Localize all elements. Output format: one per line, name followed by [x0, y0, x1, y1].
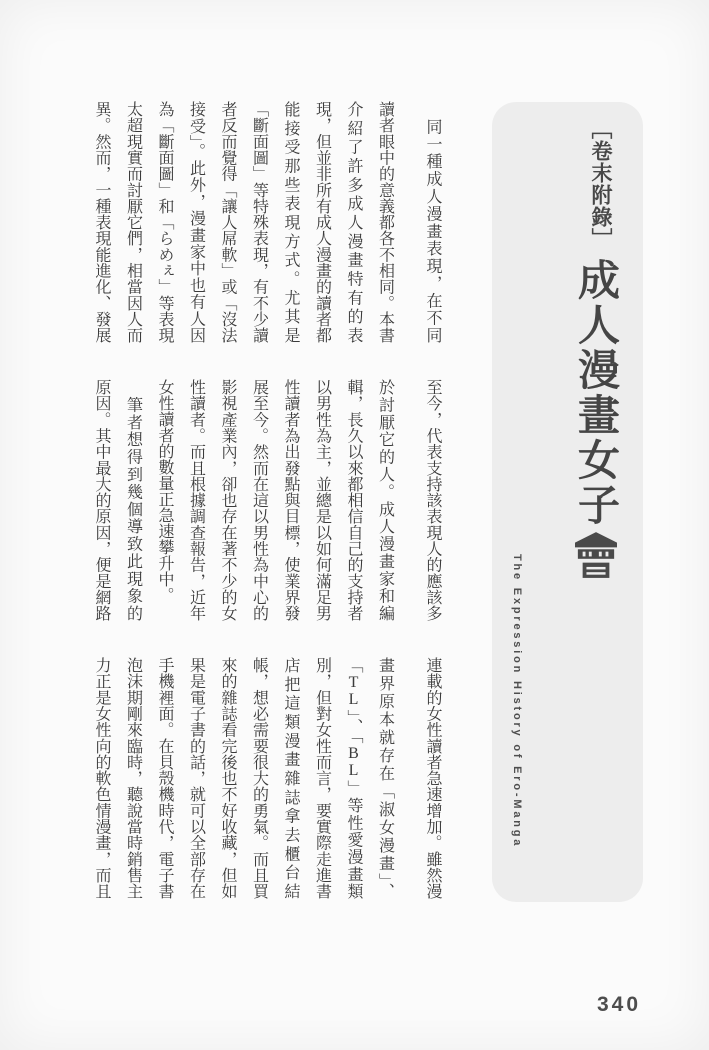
- text-column: 影視產業內，卻也存在著不少的女: [219, 379, 236, 621]
- text-column: 接受」。此外，漫畫家中也有人因: [187, 101, 205, 343]
- page-number: 340: [597, 993, 642, 1016]
- text-column: 手機裡面。在貝殼機時代，電子書: [156, 657, 173, 899]
- chapter-title-block: [492, 102, 643, 902]
- text-column: 介紹了許多成人漫畫特有的表: [345, 101, 362, 343]
- text-column: 異。然而，一種表現能進化、發展: [93, 101, 110, 343]
- text-column: 於討厭它的人。成人漫畫家和編: [376, 379, 394, 621]
- text-column: 讀者眼中的意義都各不相同。本書: [376, 101, 394, 343]
- text-column: 為「斷面圖」和「らめぇ」等表現: [156, 101, 173, 343]
- text-column: 能接受那些表現方式。尤其是: [282, 101, 299, 343]
- text-column: 者反而覺得「讓人屌軟」或「沒法: [219, 101, 236, 343]
- text-column: 性讀者為出發點與目標，使業界發: [282, 379, 299, 621]
- text-column: 現，但並非所有成人漫畫的讀者都: [313, 101, 331, 343]
- text-column: 「斷面圖」等特殊表現，有不少讀: [250, 101, 268, 343]
- text-column: 店把這類漫畫雜誌拿去櫃台結: [282, 657, 299, 899]
- text-column: 「TL」、「BL」等性愛漫畫類: [345, 657, 362, 899]
- text-column: 畫界原本就存在「淑女漫畫」、: [376, 657, 394, 899]
- chapter-title-text: 成人漫畫女子: [573, 258, 620, 528]
- hui-emblem-icon: [575, 532, 617, 578]
- text-column: 來的雜誌看完後也不好收藏，但如: [219, 657, 236, 899]
- text-column: 輯，長久以來都相信自己的支持者: [345, 379, 362, 621]
- text-column: 泡沫期剛來臨時，聽說當時銷售主: [124, 657, 142, 899]
- text-column: 力正是女性向的軟色情漫畫，而且: [93, 657, 110, 899]
- text-column: 至今，代表支持該表現人的應該多: [424, 379, 441, 621]
- text-column: 帳，想必需要很大的勇氣。而且買: [250, 657, 268, 899]
- text-column: 太超現實而討厭它們，相當因人而: [124, 101, 142, 343]
- text-column: 連載的女性讀者急速增加。雖然漫: [424, 657, 441, 899]
- chapter-kicker: ［卷末附錄］: [589, 118, 612, 250]
- text-column: 原因。其中最大的原因，便是網路: [93, 379, 110, 621]
- text-band-top: [84, 101, 448, 343]
- text-column: 果是電子書的話，就可以全部存在: [187, 657, 205, 899]
- text-band-middle: [84, 379, 448, 621]
- text-column: 性讀者。而且根據調查報告，近年: [187, 379, 205, 621]
- chapter-title: [573, 258, 620, 578]
- text-column: 同一種成人漫畫表現，在不同: [424, 101, 441, 343]
- text-column: 筆者想得到幾個導致此現象的: [124, 379, 142, 621]
- text-column: 女性讀者的數量正急速攀升中。: [156, 379, 173, 603]
- text-band-bottom: [84, 657, 448, 899]
- text-column: 展至今。然而在這以男性為中心的: [250, 379, 268, 621]
- text-column: 別，但對女性而言，要實際走進書: [313, 657, 331, 899]
- text-column: 以男性為主，並總是以如何滿足男: [313, 379, 331, 621]
- chapter-subtitle-english: The Expression History of Ero-Manga: [511, 554, 523, 849]
